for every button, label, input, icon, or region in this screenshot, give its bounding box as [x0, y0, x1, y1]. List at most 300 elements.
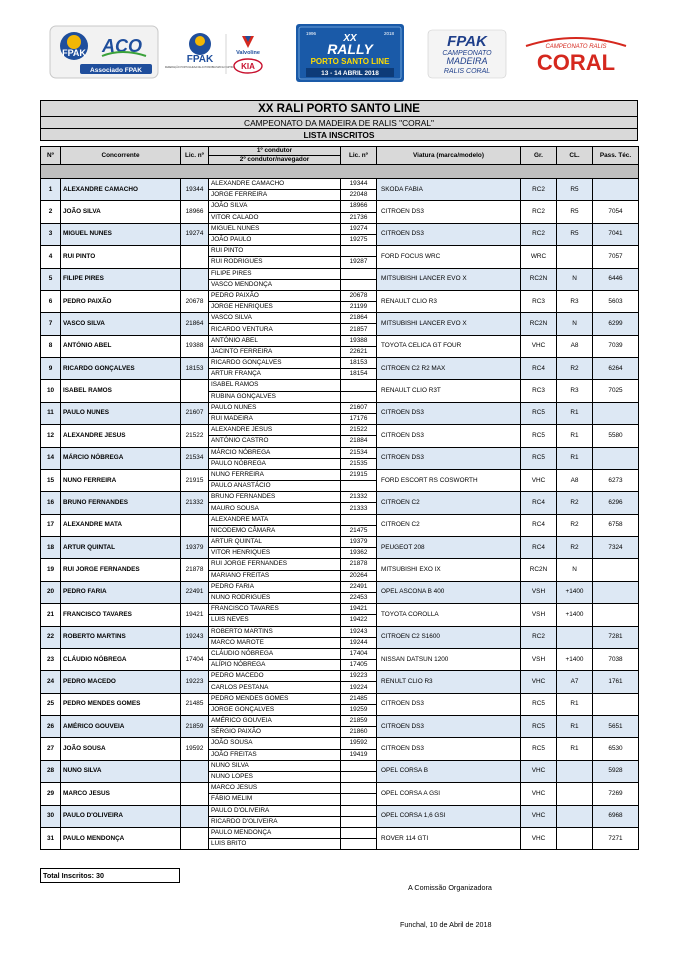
car-group: VHC [521, 671, 557, 693]
entry-number: 14 [41, 447, 61, 469]
competitor-license: 21485 [181, 693, 209, 715]
competitor-name: AMÉRICO GOUVEIA [61, 716, 181, 738]
car-class [557, 626, 593, 648]
car-model: CITROEN DS3 [377, 738, 521, 760]
competitor-license: 19274 [181, 223, 209, 245]
first-driver-license [341, 268, 377, 279]
first-driver-license [341, 514, 377, 525]
second-driver-license: 21199 [341, 302, 377, 313]
competitor-license [181, 246, 209, 268]
competitor-license: 19592 [181, 738, 209, 760]
table-row [41, 402, 639, 413]
car-model: CITROEN C2 R2 MAX [377, 358, 521, 380]
competitor-name: BRUNO FERNANDES [61, 492, 181, 514]
car-model: MITSUBISHI EXO IX [377, 559, 521, 581]
entry-number: 20 [41, 581, 61, 603]
first-driver-name: RUI JORGE FERNANDES [209, 559, 341, 570]
car-class: R1 [557, 716, 593, 738]
first-driver-license: 20678 [341, 290, 377, 301]
car-group: VHC [521, 335, 557, 357]
car-model: RENAULT CLIO R3 [377, 290, 521, 312]
entry-number: 29 [41, 783, 61, 805]
car-model: OPEL CORSA A GSI [377, 783, 521, 805]
first-driver-license: 17404 [341, 648, 377, 659]
second-driver-license: 19362 [341, 548, 377, 559]
first-driver-name: VASCO SILVA [209, 313, 341, 324]
competitor-name: PEDRO MACEDO [61, 671, 181, 693]
associado-text: Associado FPAK [90, 67, 142, 74]
car-model: RENAULT CLIO R3T [377, 380, 521, 402]
entry-number: 26 [41, 716, 61, 738]
competitor-name: ISABEL RAMOS [61, 380, 181, 402]
total-entries: Total Inscritos: 30 [40, 868, 180, 883]
table-row [41, 783, 639, 794]
car-model: CITROEN DS3 [377, 425, 521, 447]
table-row [41, 425, 639, 436]
second-driver-license: 21475 [341, 525, 377, 536]
competitor-name: PAULO NUNES [61, 402, 181, 424]
second-driver-license [341, 794, 377, 805]
second-driver-name: MAURO SOUSA [209, 503, 341, 514]
competitor-name: ALEXANDRE CAMACHO [61, 179, 181, 201]
competitor-name: NUNO SILVA [61, 760, 181, 782]
technical-passport [593, 447, 639, 469]
table-row [41, 380, 639, 391]
rally-xx-text: XX [343, 33, 357, 44]
car-class [557, 760, 593, 782]
entry-number: 3 [41, 223, 61, 245]
second-driver-name: RUI MADEIRA [209, 413, 341, 424]
car-model: CITROEN DS3 [377, 223, 521, 245]
car-class: R1 [557, 693, 593, 715]
entry-number: 23 [41, 648, 61, 670]
car-model: NISSAN DATSUN 1200 [377, 648, 521, 670]
first-driver-license: 21522 [341, 425, 377, 436]
first-driver-name: NUNO FERREIRA [209, 469, 341, 480]
car-group: RC5 [521, 693, 557, 715]
car-group: RC5 [521, 402, 557, 424]
car-class: R2 [557, 514, 593, 536]
aco-text: ACO [102, 36, 142, 56]
car-model: CITROEN C2 [377, 492, 521, 514]
technical-passport: 5580 [593, 425, 639, 447]
competitor-license: 17404 [181, 648, 209, 670]
first-driver-license: 21534 [341, 447, 377, 458]
car-model: CITROEN DS3 [377, 201, 521, 223]
rally-line-text: PORTO SANTO LINE [310, 57, 390, 66]
first-driver-license: 21332 [341, 492, 377, 503]
car-model: CITROEN DS3 [377, 693, 521, 715]
car-group: VHC [521, 805, 557, 827]
technical-passport: 6758 [593, 514, 639, 536]
car-class: +1400 [557, 581, 593, 603]
competitor-name: ANTÓNIO ABEL [61, 335, 181, 357]
competitor-name: NUNO FERREIRA [61, 469, 181, 491]
second-driver-license [341, 279, 377, 290]
second-driver-license: 19244 [341, 637, 377, 648]
competitor-license [181, 380, 209, 402]
first-driver-name: ALEXANDRE JESUS [209, 425, 341, 436]
madeira-text: MADEIRA [446, 56, 488, 66]
first-driver-license: 21485 [341, 693, 377, 704]
second-driver-license: 19419 [341, 749, 377, 760]
technical-passport: 7281 [593, 626, 639, 648]
car-group: RC5 [521, 447, 557, 469]
document-title: XX RALI PORTO SANTO LINE [40, 100, 638, 117]
second-driver-license: 21857 [341, 324, 377, 335]
second-driver-name: ALÍPIO NÓBREGA [209, 660, 341, 671]
col-header-competitor: Concorrente [61, 147, 181, 165]
entry-number: 9 [41, 358, 61, 380]
first-driver-name: ROBERTO MARTINS [209, 626, 341, 637]
technical-passport: 7041 [593, 223, 639, 245]
entry-number: 27 [41, 738, 61, 760]
entry-number: 21 [41, 604, 61, 626]
second-driver-name: FÁBIO MELIM [209, 794, 341, 805]
kia-text: KIA [241, 62, 255, 71]
first-driver-license: 19243 [341, 626, 377, 637]
competitor-license: 21915 [181, 469, 209, 491]
fpak-valvoline-kia-logo [164, 30, 276, 78]
car-model: PEUGEOT 208 [377, 537, 521, 559]
car-class: A8 [557, 469, 593, 491]
first-driver-license: 19344 [341, 179, 377, 190]
first-driver-license: 19379 [341, 537, 377, 548]
competitor-license: 21332 [181, 492, 209, 514]
first-driver-license: 19421 [341, 604, 377, 615]
car-class [557, 805, 593, 827]
entry-number: 18 [41, 537, 61, 559]
competitor-license: 21878 [181, 559, 209, 581]
second-driver-name: MARIANO FREITAS [209, 570, 341, 581]
car-class: R2 [557, 537, 593, 559]
competitor-license: 21859 [181, 716, 209, 738]
first-driver-name: PAULO D'OLIVEIRA [209, 805, 341, 816]
car-class: R5 [557, 179, 593, 201]
car-class [557, 827, 593, 849]
col-header-num: Nº [41, 147, 61, 165]
first-driver-name: ANTÓNIO ABEL [209, 335, 341, 346]
second-driver-license: 21860 [341, 727, 377, 738]
col-header-driver1: 1º condutor [209, 147, 341, 156]
first-driver-name: PEDRO PAIXÃO [209, 290, 341, 301]
technical-passport: 7054 [593, 201, 639, 223]
second-driver-name: RICARDO D'OLIVEIRA [209, 816, 341, 827]
competitor-license: 19379 [181, 537, 209, 559]
second-driver-name: NUNO RODRIGUES [209, 592, 341, 603]
rally-porto-santo-logo [296, 24, 404, 82]
table-row [41, 469, 639, 480]
competitor-name: FRANCISCO TAVARES [61, 604, 181, 626]
table-row [41, 290, 639, 301]
entry-number: 8 [41, 335, 61, 357]
car-group: RC2N [521, 268, 557, 290]
col-header-car: Viatura (marca/modelo) [377, 147, 521, 165]
competitor-name: FILIPE PIRES [61, 268, 181, 290]
second-driver-name: NICODEMO CÂMARA [209, 525, 341, 536]
car-model: CITROEN C2 S1600 [377, 626, 521, 648]
first-driver-name: PAULO NUNES [209, 402, 341, 413]
technical-passport: 5603 [593, 290, 639, 312]
second-driver-license: 21333 [341, 503, 377, 514]
competitor-license: 19344 [181, 179, 209, 201]
car-group: RC3 [521, 380, 557, 402]
competitor-license: 18966 [181, 201, 209, 223]
table-row [41, 559, 639, 570]
competitor-license: 21864 [181, 313, 209, 335]
technical-passport [593, 559, 639, 581]
technical-passport: 6264 [593, 358, 639, 380]
second-driver-name: RUI RODRIGUES [209, 257, 341, 268]
car-group: VHC [521, 760, 557, 782]
technical-passport: 6299 [593, 313, 639, 335]
car-group: RC3 [521, 290, 557, 312]
competitor-license [181, 783, 209, 805]
first-driver-name: ISABEL RAMOS [209, 380, 341, 391]
second-driver-name: JORGE HENRIQUES [209, 302, 341, 313]
table-row [41, 671, 639, 682]
car-group: RC5 [521, 716, 557, 738]
entry-number: 5 [41, 268, 61, 290]
competitor-name: ROBERTO MARTINS [61, 626, 181, 648]
car-class: R1 [557, 402, 593, 424]
fpak-aco-logo [50, 26, 158, 78]
competitor-name: ALEXANDRE JESUS [61, 425, 181, 447]
table-row [41, 716, 639, 727]
table-row [41, 313, 639, 324]
technical-passport [593, 604, 639, 626]
second-driver-name: JOÃO FREITAS [209, 749, 341, 760]
first-driver-license: 18966 [341, 201, 377, 212]
competitor-license: 19421 [181, 604, 209, 626]
entries-table [40, 146, 639, 850]
car-group: RC2 [521, 223, 557, 245]
first-driver-name: RUI PINTO [209, 246, 341, 257]
competitor-name: ALEXANDRE MATA [61, 514, 181, 536]
competitor-license [181, 514, 209, 536]
competitor-license: 19243 [181, 626, 209, 648]
car-class: R1 [557, 425, 593, 447]
second-driver-license: 18154 [341, 369, 377, 380]
competitor-name: PEDRO PAIXÃO [61, 290, 181, 312]
first-driver-license [341, 805, 377, 816]
fpak-federacao-text: FEDERAÇÃO PORTUGUESA DE AUTOMOBILISMO E KARTING [164, 66, 236, 69]
table-row [41, 604, 639, 615]
second-driver-name: LUIS BRITO [209, 839, 341, 850]
first-driver-license: 19388 [341, 335, 377, 346]
competitor-license: 22491 [181, 581, 209, 603]
technical-passport: 5928 [593, 760, 639, 782]
second-driver-name: VITOR CALADO [209, 212, 341, 223]
car-group: RC5 [521, 738, 557, 760]
car-group: VSH [521, 581, 557, 603]
car-class [557, 246, 593, 268]
second-driver-name: JACINTO FERREIRA [209, 346, 341, 357]
second-driver-license: 21736 [341, 212, 377, 223]
second-driver-license [341, 839, 377, 850]
first-driver-name: FILIPE PIRES [209, 268, 341, 279]
list-title: LISTA INSCRITOS [40, 128, 638, 141]
first-driver-name: CLÁUDIO NÓBREGA [209, 648, 341, 659]
car-group: RC4 [521, 514, 557, 536]
ralis-coral-text: RALIS CORAL [443, 68, 491, 75]
car-model: MITSUBISHI LANCER EVO X [377, 268, 521, 290]
second-driver-name: PAULO ANASTÁCIO [209, 481, 341, 492]
second-driver-name: JORGE FERREIRA [209, 190, 341, 201]
second-driver-name: NUNO LOPES [209, 771, 341, 782]
entry-number: 2 [41, 201, 61, 223]
table-row [41, 335, 639, 346]
car-class: N [557, 313, 593, 335]
col-header-passport: Pass. Téc. [593, 147, 639, 165]
entry-number: 7 [41, 313, 61, 335]
first-driver-license [341, 246, 377, 257]
technical-passport: 6530 [593, 738, 639, 760]
second-driver-license: 22453 [341, 592, 377, 603]
competitor-name: PEDRO MENDES GOMES [61, 693, 181, 715]
entry-number: 15 [41, 469, 61, 491]
first-driver-license: 18153 [341, 358, 377, 369]
car-class: R2 [557, 492, 593, 514]
competitor-license: 20678 [181, 290, 209, 312]
car-class: R3 [557, 380, 593, 402]
technical-passport: 7269 [593, 783, 639, 805]
first-driver-license [341, 380, 377, 391]
entry-number: 6 [41, 290, 61, 312]
second-driver-license [341, 816, 377, 827]
second-driver-license: 21535 [341, 458, 377, 469]
table-row [41, 514, 639, 525]
first-driver-name: PEDRO FARIA [209, 581, 341, 592]
first-driver-license: 19223 [341, 671, 377, 682]
table-row [41, 358, 639, 369]
first-driver-license [341, 827, 377, 838]
competitor-name: CLÁUDIO NÓBREGA [61, 648, 181, 670]
technical-passport: 6446 [593, 268, 639, 290]
second-driver-license: 17176 [341, 413, 377, 424]
entry-number: 19 [41, 559, 61, 581]
technical-passport: 5651 [593, 716, 639, 738]
first-driver-license: 21878 [341, 559, 377, 570]
first-driver-name: PEDRO MACEDO [209, 671, 341, 682]
car-model: CITROEN C2 [377, 514, 521, 536]
car-class: R5 [557, 223, 593, 245]
competitor-name: VASCO SILVA [61, 313, 181, 335]
coral-word-text: CORAL [536, 50, 616, 75]
technical-passport: 7271 [593, 827, 639, 849]
car-model: CITROEN DS3 [377, 402, 521, 424]
second-driver-license: 19224 [341, 682, 377, 693]
col-header-driver2: 2º condutor/navegador [209, 156, 341, 165]
first-driver-name: MIGUEL NUNES [209, 223, 341, 234]
first-driver-license: 21607 [341, 402, 377, 413]
competitor-license: 21522 [181, 425, 209, 447]
first-driver-name: NUNO SILVA [209, 760, 341, 771]
competitor-name: RUI PINTO [61, 246, 181, 268]
second-driver-name: ANTÓNIO CASTRO [209, 436, 341, 447]
car-class [557, 783, 593, 805]
second-driver-license: 19275 [341, 234, 377, 245]
entry-number: 12 [41, 425, 61, 447]
competitor-license: 21607 [181, 402, 209, 424]
valvoline-text: Valvoline [236, 50, 260, 56]
car-model: CITROEN DS3 [377, 716, 521, 738]
car-group: WRC [521, 246, 557, 268]
car-group: VSH [521, 648, 557, 670]
entry-number: 16 [41, 492, 61, 514]
second-driver-license: 21884 [341, 436, 377, 447]
col-header-class: CL. [557, 147, 593, 165]
car-group: RC2N [521, 559, 557, 581]
car-model: FORD ESCORT RS COSWORTH [377, 469, 521, 491]
place-and-date: Funchal, 10 de Abril de 2018 [400, 920, 492, 929]
technical-passport: 7038 [593, 648, 639, 670]
table-row [41, 537, 639, 548]
car-model: OPEL CORSA B [377, 760, 521, 782]
table-row [41, 805, 639, 816]
entry-number: 25 [41, 693, 61, 715]
competitor-name: JOÃO SILVA [61, 201, 181, 223]
first-driver-name: JOÃO SILVA [209, 201, 341, 212]
second-driver-license: 22621 [341, 346, 377, 357]
first-driver-name: BRUNO FERNANDES [209, 492, 341, 503]
car-class: +1400 [557, 604, 593, 626]
entry-number: 11 [41, 402, 61, 424]
car-class: R3 [557, 290, 593, 312]
first-driver-license: 19274 [341, 223, 377, 234]
entry-number: 31 [41, 827, 61, 849]
car-class: N [557, 268, 593, 290]
competitor-license [181, 805, 209, 827]
second-driver-name: MARCO MAROTE [209, 637, 341, 648]
first-driver-license: 21915 [341, 469, 377, 480]
first-driver-name: FRANCISCO TAVARES [209, 604, 341, 615]
second-driver-name: LUIS NEVES [209, 615, 341, 626]
first-driver-license [341, 783, 377, 794]
second-driver-name: JORGE GONÇALVES [209, 704, 341, 715]
car-group: RC2 [521, 179, 557, 201]
table-row [41, 648, 639, 659]
second-driver-name: VITOR HENRIQUES [209, 548, 341, 559]
second-driver-license: 19287 [341, 257, 377, 268]
technical-passport: 6296 [593, 492, 639, 514]
competitor-name: PEDRO FARIA [61, 581, 181, 603]
technical-passport [593, 402, 639, 424]
second-driver-license: 19259 [341, 704, 377, 715]
car-model: SKODA FABIA [377, 179, 521, 201]
car-class: R1 [557, 738, 593, 760]
technical-passport: 7025 [593, 380, 639, 402]
first-driver-name: JOÃO SOUSA [209, 738, 341, 749]
coral-logo [520, 32, 632, 78]
entry-number: 4 [41, 246, 61, 268]
car-group: VHC [521, 827, 557, 849]
second-driver-license: 20264 [341, 570, 377, 581]
sponsor-logos [0, 0, 679, 96]
competitor-license [181, 268, 209, 290]
car-model: TOYOTA CELICA GT FOUR [377, 335, 521, 357]
second-driver-license [341, 391, 377, 402]
car-class: R1 [557, 447, 593, 469]
first-driver-name: ALEXANDRE MATA [209, 514, 341, 525]
entries-body [41, 165, 639, 850]
competitor-license: 18153 [181, 358, 209, 380]
table-row [41, 738, 639, 749]
second-driver-name: PAULO NÓBREGA [209, 458, 341, 469]
entry-number: 10 [41, 380, 61, 402]
car-group: RC5 [521, 425, 557, 447]
table-row [41, 626, 639, 637]
